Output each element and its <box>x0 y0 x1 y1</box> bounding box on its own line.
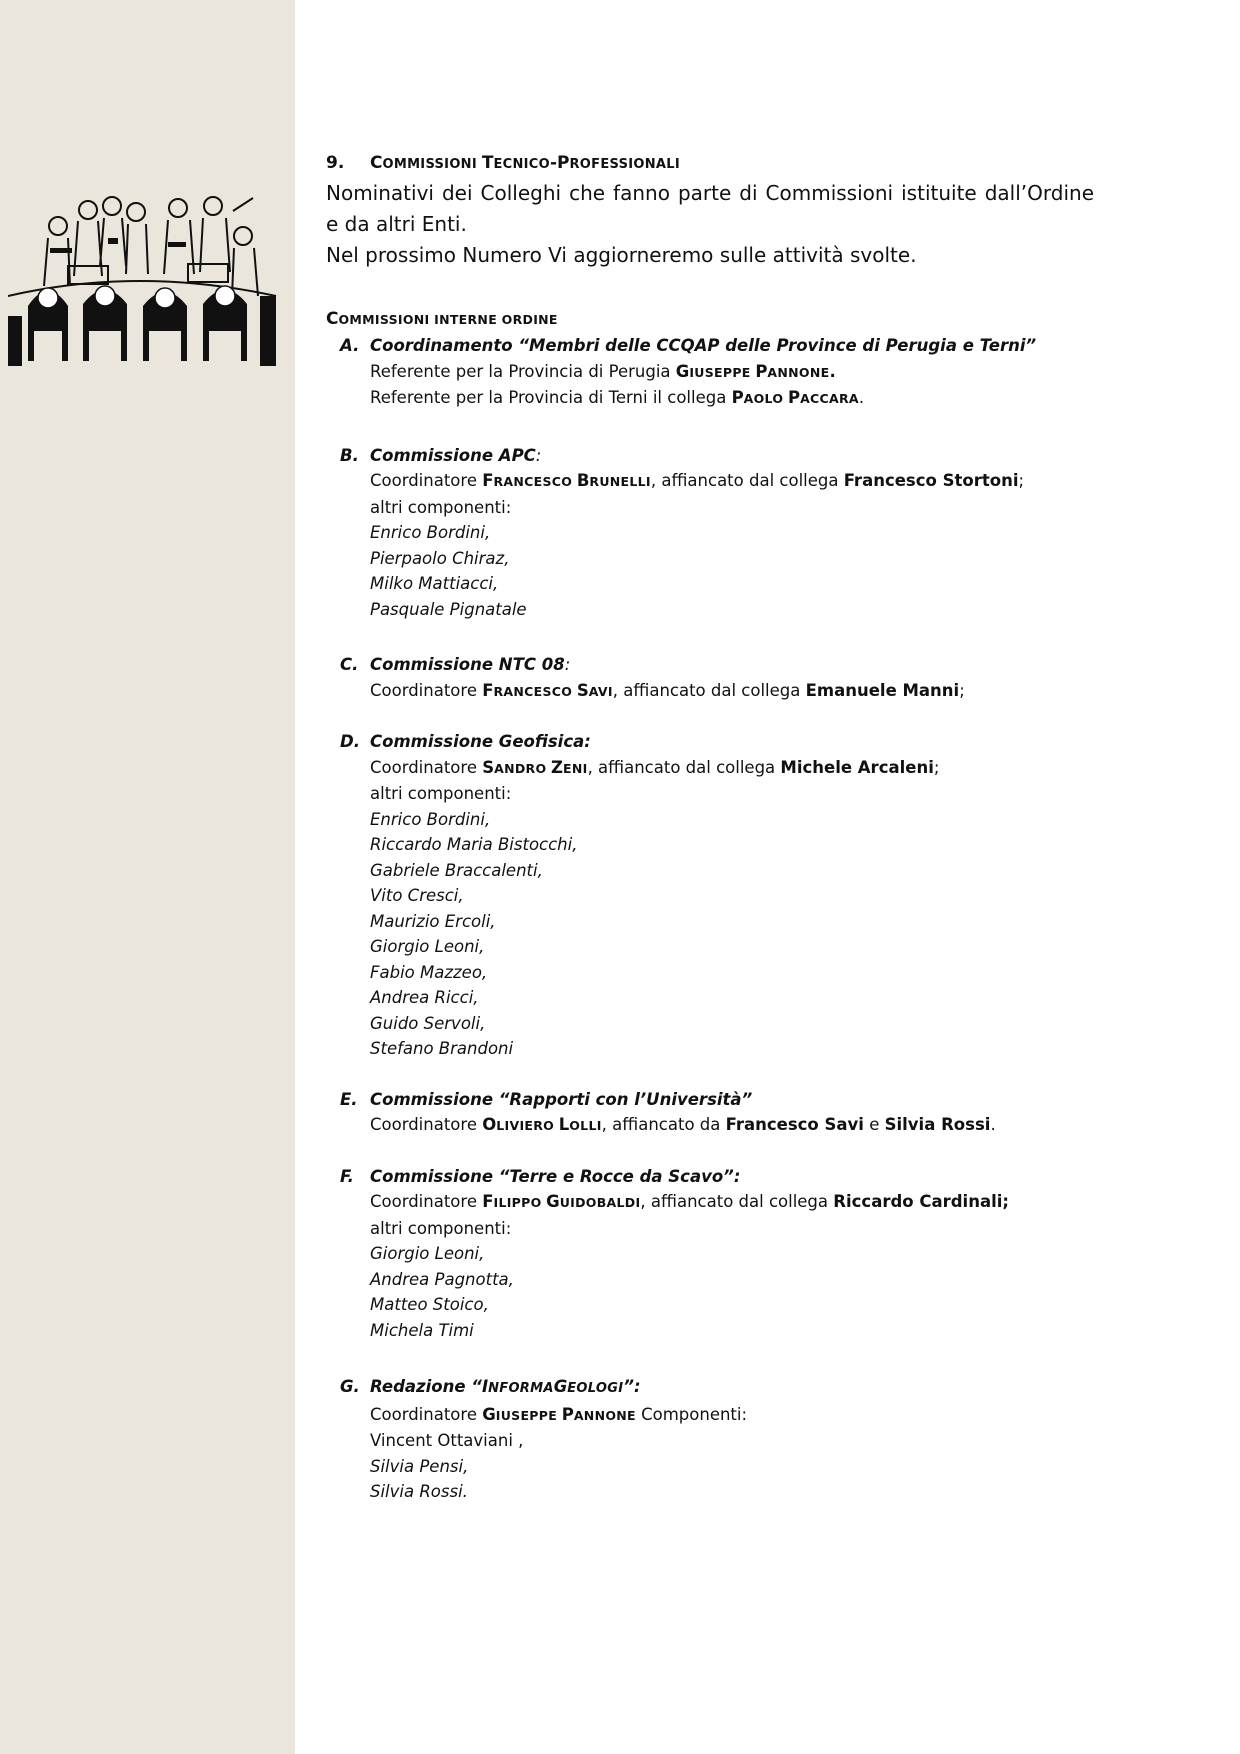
commission-item-d <box>326 729 1094 1062</box>
item-letter: B. <box>340 445 359 465</box>
coordinator-line: Coordinatore FILIPPO GUIDOBALDI, affiancato dal collega Riccardo Cardinali; <box>370 1192 1009 1211</box>
coordinator-line: Coordinatore SANDRO ZENI, affiancato dal collega Michele Arcaleni; <box>370 757 940 777</box>
item-title: Commissione “Terre e Rocce da Scavo”: <box>370 1166 741 1186</box>
member-name: Giorgio Leoni, <box>370 937 485 956</box>
commission-item-b <box>326 443 1094 623</box>
other-members-label: altri componenti: <box>370 497 512 517</box>
section-heading <box>326 152 1094 176</box>
member-name: Pasquale Pignatale <box>370 599 527 619</box>
commission-item-a <box>326 333 1094 412</box>
member-name: Guido Servoli, <box>370 1013 486 1033</box>
member-name: Enrico Bordini, <box>370 523 491 542</box>
item-letter: G. <box>340 1377 360 1396</box>
member-name: Stefano Brandoni <box>370 1039 514 1058</box>
member-name: Milko Mattiacci, <box>370 574 499 593</box>
member-name: Maurizio Ercoli, <box>370 911 496 931</box>
item-title: Commissione NTC 08: <box>370 655 571 674</box>
member-name: Riccardo Maria Bistocchi, <box>370 835 578 854</box>
page-sidebar-band <box>0 0 295 1754</box>
item-letter: A. <box>340 336 360 355</box>
item-title: Commissione “Rapporti con l’Università” <box>370 1089 753 1109</box>
other-members-label: altri componenti: <box>370 784 512 803</box>
item-title: Redazione “INFORMAGEOLOGI”: <box>370 1377 641 1396</box>
referent-terni: Referente per la Provincia di Terni il collega PAOLO PACCARA. <box>370 388 865 407</box>
member-name: Andrea Pagnotta, <box>370 1269 514 1289</box>
coordinator-line: Coordinatore FRANCESCO SAVI, affiancato dal collega Emanuele Manni; <box>370 680 965 700</box>
commission-item-f <box>326 1164 1094 1344</box>
item-letter: F. <box>340 1166 354 1186</box>
item-letter: E. <box>340 1089 358 1109</box>
member-name: Silvia Pensi, <box>370 1456 469 1476</box>
commission-item-g <box>326 1374 1094 1505</box>
member-name: Vincent Ottaviani , <box>370 1431 524 1450</box>
member-name: Michela Timi <box>370 1320 474 1340</box>
coordinator-line: Coordinatore GIUSEPPE PANNONE Componenti: <box>370 1404 748 1424</box>
item-title: Commissione APC: <box>370 445 542 465</box>
member-name: Fabio Mazzeo, <box>370 962 488 982</box>
item-letter: C. <box>340 655 359 674</box>
item-letter: D. <box>340 732 360 751</box>
section-intro: Nominativi dei Colleghi che fanno parte di Commissioni istituite dall’Ordine e da altri Enti. <box>326 181 1094 236</box>
member-name: Vito Cresci, <box>370 886 464 905</box>
section-title: COMMISSIONI TECNICO-PROFESSIONALI <box>370 153 681 173</box>
coordinator-line: Coordinatore OLIVIERO LOLLI, affiancato da Francesco Savi e Silvia Rossi. <box>370 1115 996 1134</box>
member-name: Matteo Stoico, <box>370 1295 489 1314</box>
commission-item-e <box>326 1087 1094 1139</box>
referent-perugia: Referente per la Provincia di Perugia GIUSEPPE PANNONE. <box>370 361 836 381</box>
orchestra-cartoon-illustration <box>8 196 278 371</box>
member-name: Gabriele Braccalenti, <box>370 860 543 880</box>
item-title: Commissione Geofisica: <box>370 732 591 751</box>
member-name: Pierpaolo Chiraz, <box>370 548 510 568</box>
commission-item-c <box>326 652 1094 704</box>
coordinator-line: Coordinatore FRANCESCO BRUNELLI, affiancato dal collega Francesco Stortoni; <box>370 471 1025 490</box>
member-name: Giorgio Leoni, <box>370 1244 485 1263</box>
section-number: 9. <box>326 153 345 173</box>
page-content <box>326 152 1094 1505</box>
member-name: Enrico Bordini, <box>370 809 491 829</box>
member-name: Silvia Rossi. <box>370 1482 468 1501</box>
item-title: Coordinamento “Membri delle CCQAP delle Province di Perugia e Terni” <box>370 336 1037 355</box>
other-members-label: altri componenti: <box>370 1218 512 1238</box>
subsection-heading: COMMISSIONI INTERNE ORDINE <box>326 309 558 329</box>
member-name: Andrea Ricci, <box>370 988 479 1007</box>
section-intro-note: Nel prossimo Numero Vi aggiorneremo sulle attività svolte. <box>326 243 917 267</box>
